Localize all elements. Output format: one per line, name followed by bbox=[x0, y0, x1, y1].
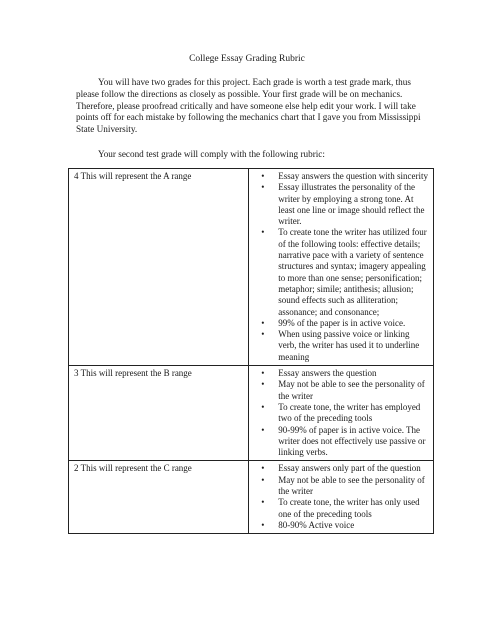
criteria-item: • When using passive voice or linking verb, the writer has used it to underline meaning bbox=[278, 329, 429, 363]
criteria-item: • Essay answers only part of the question bbox=[278, 463, 429, 474]
rubric-row-b bbox=[69, 366, 434, 461]
criteria-item: • Essay illustrates the personality of the writer by employing a strong tone. At least one line or image should reflect the writer. bbox=[278, 182, 429, 227]
criteria-item: • May not be able to see the personality of the writer bbox=[278, 379, 429, 402]
criteria-item: • May not be able to see the personality of the writer bbox=[278, 475, 429, 498]
grade-cell: 3 This will represent the B range bbox=[69, 366, 249, 461]
rubric-table bbox=[68, 168, 434, 534]
document-title: College Essay Grading Rubric bbox=[189, 54, 305, 64]
grade-cell: 4 This will represent the A range bbox=[69, 169, 249, 366]
criteria-item: • Essay answers the question with sincerity bbox=[278, 171, 429, 182]
criteria-item: • To create tone, the writer has only used one of the preceding tools bbox=[278, 497, 429, 520]
criteria-item: • Essay answers the question bbox=[278, 368, 429, 379]
intro-paragraph: You will have two grades for this project. Each grade is worth a test grade mark, thus please follow the directions as closely as possible. Your first grade will be on mechanics. Therefore, please proofread critically and have someone else help edit your work. I will take points off for each mistake by following the mechanics chart that I gave you from Mississippi State University. bbox=[76, 77, 421, 135]
criteria-item: • 99% of the paper is in active voice. bbox=[278, 318, 429, 329]
criteria-item: • To create tone the writer has utilized four of the following tools: effective details; narrative pace with a variety of sentence structures and syntax; imagery appealing to more than one sense; personification; metaphor; simile; antithesis; allusion; sound effects such as alliteration; assonance; and consonance; bbox=[278, 227, 429, 317]
criteria-cell bbox=[249, 461, 434, 534]
criteria-cell bbox=[249, 366, 434, 461]
rubric-row-a bbox=[69, 169, 434, 366]
criteria-item: • To create tone, the writer has employed two of the preceding tools bbox=[278, 402, 429, 425]
criteria-list bbox=[254, 171, 429, 363]
grade-cell: 2 This will represent the C range bbox=[69, 461, 249, 534]
second-grade-intro: Your second test grade will comply with the following rubric: bbox=[98, 149, 325, 159]
criteria-cell bbox=[249, 169, 434, 366]
criteria-list bbox=[254, 463, 429, 531]
criteria-item: • 90-99% of paper is in active voice. The writer does not effectively use passive or linking verbs. bbox=[278, 425, 429, 459]
criteria-item: • 80-90% Active voice bbox=[278, 520, 429, 531]
criteria-list bbox=[254, 368, 429, 458]
rubric-row-c bbox=[69, 461, 434, 534]
